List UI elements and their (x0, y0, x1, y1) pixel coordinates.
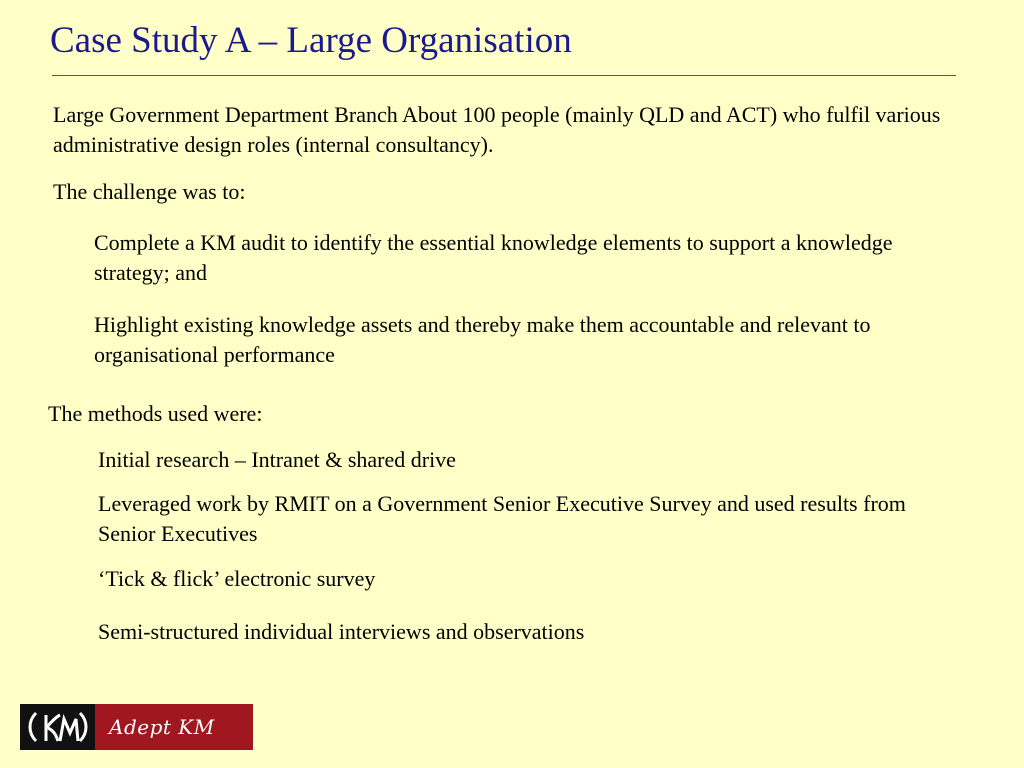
intro-text: Large Government Department Branch About 100 people (mainly QLD and ACT) who fulfil various administrative design roles (internal consultancy). (53, 102, 941, 157)
slide-title: Case Study A – Large Organisation (50, 20, 572, 61)
method-item: ‘Tick & flick’ electronic survey (98, 566, 376, 591)
logo-wordmark: Adept KM (95, 704, 253, 750)
methods-label: The methods used were: (48, 401, 263, 426)
title-divider (52, 75, 956, 76)
adept-km-logo (20, 704, 253, 750)
challenge-item: Complete a KM audit to identify the essential knowledge elements to support a knowledge strategy; and (94, 230, 893, 285)
challenge-item: Highlight existing knowledge assets and thereby make them accountable and relevant to organisational performance (94, 312, 871, 367)
km-logo-icon (20, 704, 95, 750)
method-item: Leveraged work by RMIT on a Government Senior Executive Survey and used results from Senior Executives (98, 491, 906, 546)
challenge-label: The challenge was to: (53, 179, 246, 204)
method-item: Semi-structured individual interviews and observations (98, 619, 585, 644)
method-item: Initial research – Intranet & shared drive (98, 447, 456, 472)
